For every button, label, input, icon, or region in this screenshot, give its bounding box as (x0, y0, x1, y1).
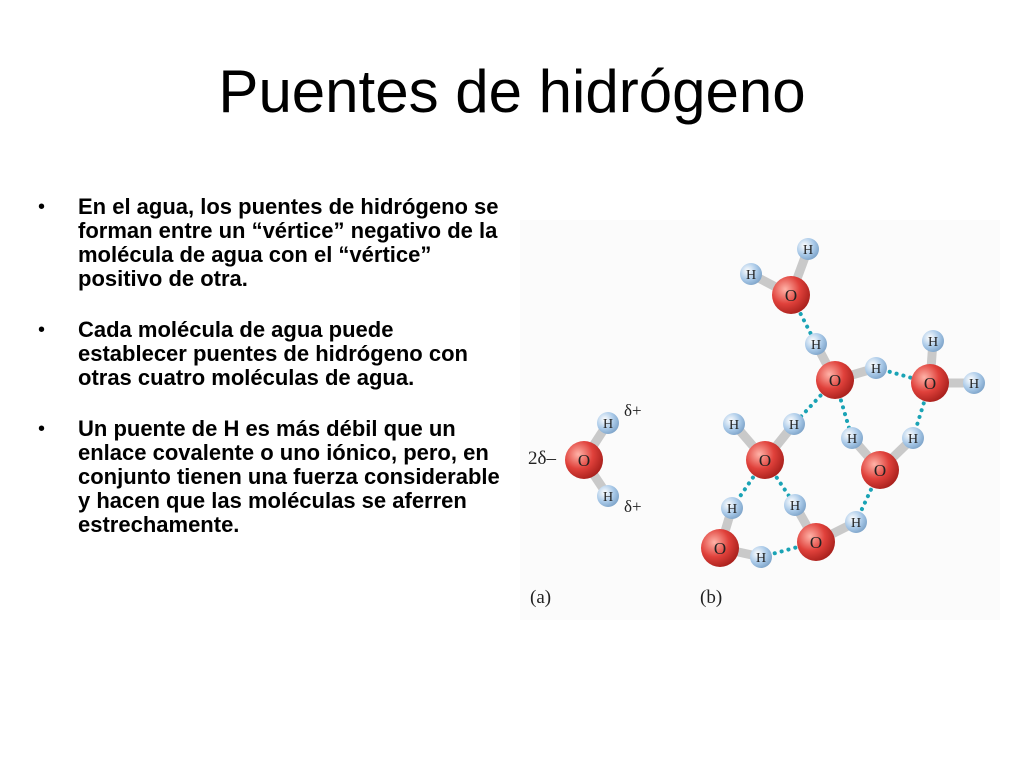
charge-positive-top-label: δ+ (624, 401, 642, 420)
hydrogen-atom (597, 412, 619, 434)
oxygen-atom (861, 451, 899, 489)
hydrogen-label: H (602, 490, 614, 505)
bullet-item (38, 318, 508, 390)
hydrogen-atom (902, 427, 924, 449)
slide-title: Puentes de hidrógeno (218, 58, 806, 125)
hydrogen-atom (784, 494, 806, 516)
hydrogen-atom (922, 330, 944, 352)
hydrogen-label: H (850, 516, 862, 531)
oxygen-atom (565, 441, 603, 479)
hydrogen-atom (721, 497, 743, 519)
hydrogen-atom (783, 413, 805, 435)
charge-negative-label: 2δ– (528, 448, 556, 469)
bullet-list (38, 195, 508, 564)
hydrogen-atom (723, 413, 745, 435)
hydrogen-label: H (789, 499, 801, 514)
bullet-marker: • (38, 196, 46, 218)
hydrogen-label: H (968, 377, 980, 392)
water-hydrogen-bond-diagram (520, 220, 1000, 620)
oxygen-label: O (809, 533, 823, 552)
hydrogen-label: H (802, 243, 814, 258)
diagram-canvas (520, 220, 1000, 620)
panel-label-a: (a) (530, 587, 552, 608)
oxygen-atom (911, 364, 949, 402)
bullet-marker: • (38, 418, 46, 440)
hydrogen-label: H (870, 362, 882, 377)
hydrogen-label: H (846, 432, 858, 447)
oxygen-label: O (758, 451, 772, 470)
hydrogen-atom (841, 427, 863, 449)
oxygen-atom (772, 276, 810, 314)
hydrogen-atom (805, 333, 827, 355)
hydrogen-atom (797, 238, 819, 260)
hydrogen-label: H (755, 551, 767, 566)
bullet-item (38, 417, 508, 537)
hydrogen-label: H (602, 417, 614, 432)
oxygen-label: O (873, 461, 887, 480)
hydrogen-label: H (745, 268, 757, 283)
bullet-text: Un puente de H es más débil que un enlace covalente o uno iónico, pero, en conjunto tienen una fuerza considerable y hacen que las moléculas se aferren estrechamente. (78, 416, 500, 537)
hydrogen-atom (740, 263, 762, 285)
panel-label-b: (b) (700, 587, 723, 608)
oxygen-label: O (923, 374, 937, 393)
oxygen-atom (746, 441, 784, 479)
hydrogen-label: H (788, 418, 800, 433)
hydrogen-atom (597, 485, 619, 507)
oxygen-label: O (577, 451, 591, 470)
hydrogen-label: H (810, 338, 822, 353)
oxygen-atom (701, 529, 739, 567)
hydrogen-atom (963, 372, 985, 394)
bullet-marker: • (38, 319, 46, 341)
hydrogen-atom (845, 511, 867, 533)
hydrogen-label: H (728, 418, 740, 433)
oxygen-label: O (828, 371, 842, 390)
hydrogen-label: H (726, 502, 738, 517)
hydrogen-atom (865, 357, 887, 379)
charge-positive-bottom-label: δ+ (624, 497, 642, 516)
oxygen-label: O (713, 539, 727, 558)
bullet-text: En el agua, los puentes de hidrógeno se forman entre un “vértice” negativo de la molécula de agua con el “vértice” positivo de otra. (78, 194, 499, 291)
hydrogen-atom (750, 546, 772, 568)
bullet-item (38, 195, 508, 291)
hydrogen-label: H (927, 335, 939, 350)
oxygen-atom (797, 523, 835, 561)
oxygen-atom (816, 361, 854, 399)
oxygen-label: O (784, 286, 798, 305)
bullet-text: Cada molécula de agua puede establecer puentes de hidrógeno con otras cuatro moléculas de agua. (78, 317, 468, 390)
hydrogen-label: H (907, 432, 919, 447)
